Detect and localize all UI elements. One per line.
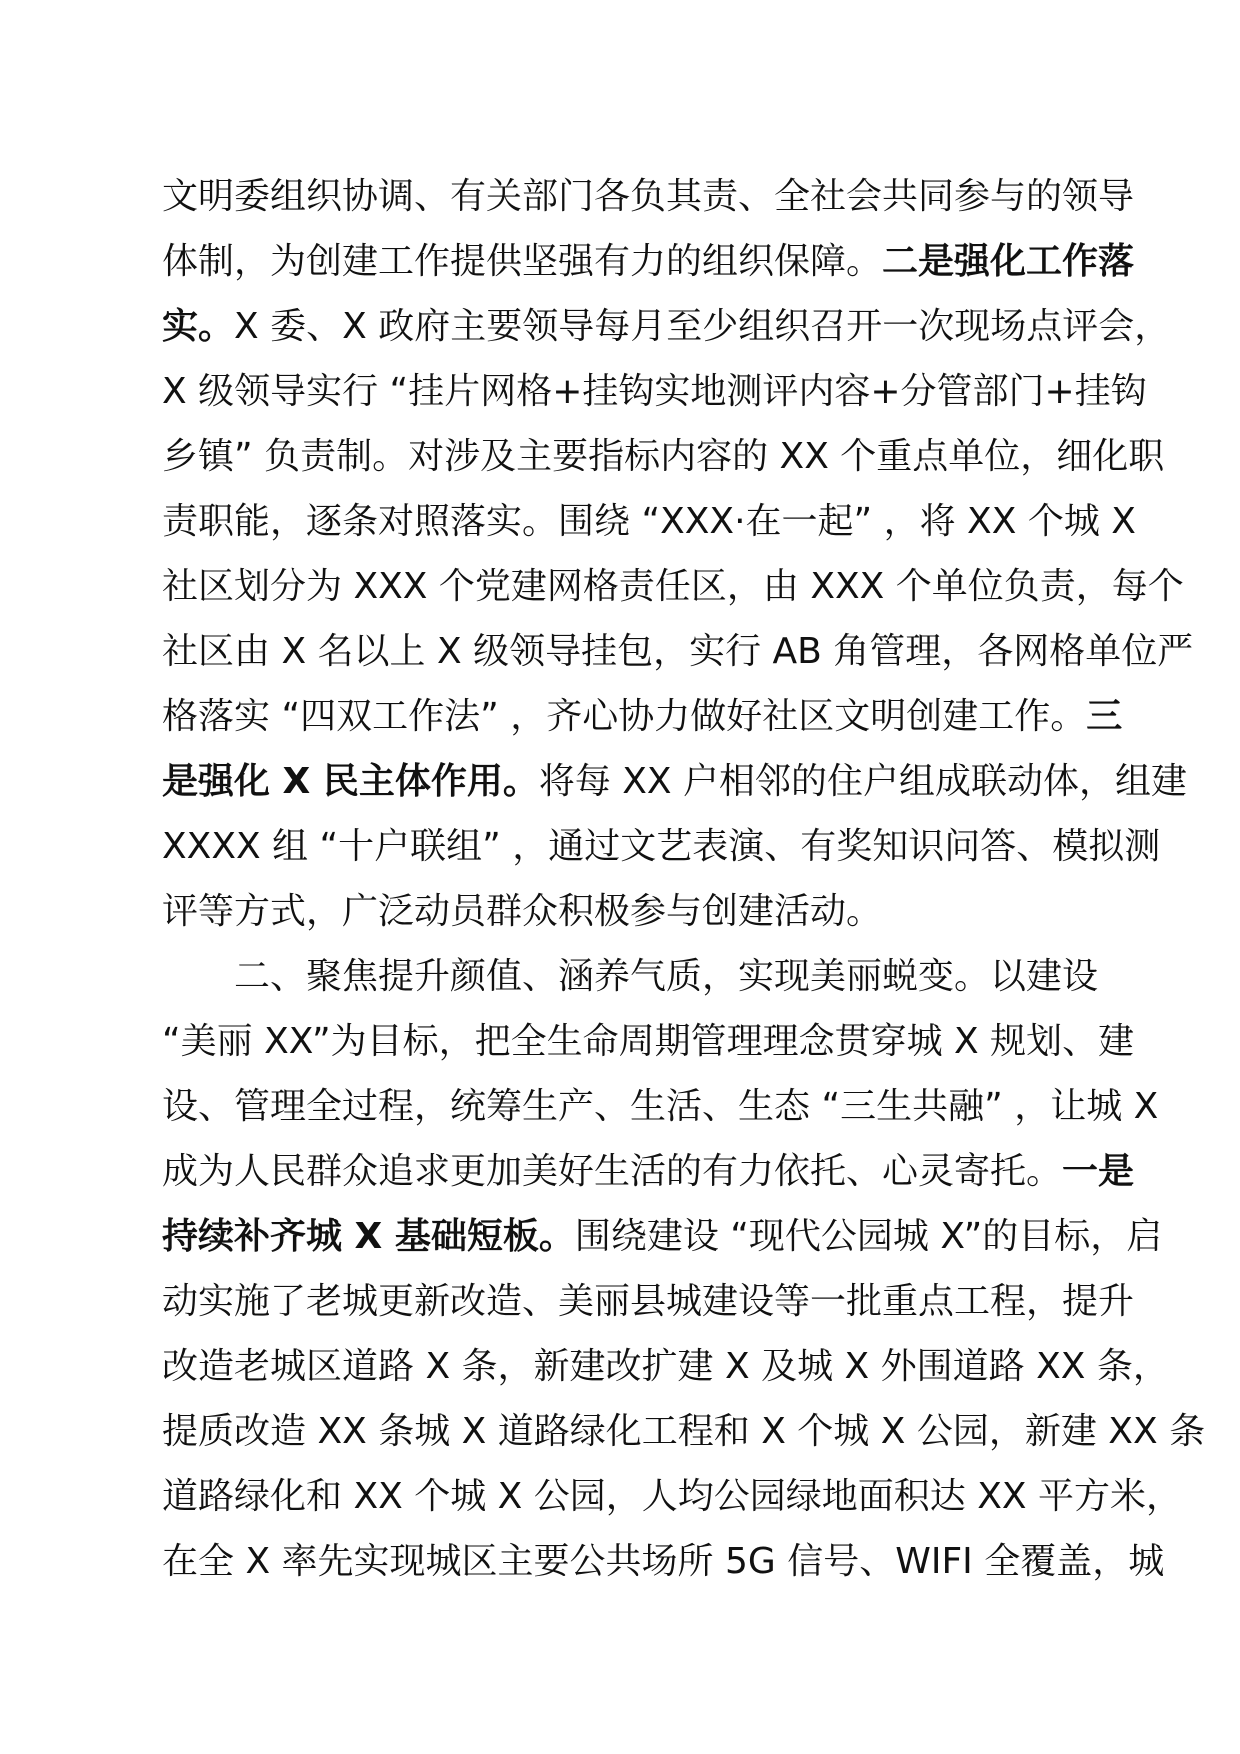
text-run: 乡镇” 负责制。对涉及主要指标内容的 XX 个重点单位，细化职 — [162, 436, 1165, 477]
text-line — [162, 1464, 1182, 1529]
bold-heading-run: 一是 — [1062, 1151, 1135, 1192]
bold-heading-run: 是强化 X 民主体作用。 — [162, 761, 539, 802]
body-text — [162, 164, 1206, 1594]
text-line — [162, 619, 1194, 684]
text-line — [162, 879, 1092, 944]
text-run: 体制，为创建工作提供坚强有力的组织保障。 — [162, 241, 883, 282]
text-line — [162, 1139, 1135, 1204]
text-line — [162, 164, 1135, 229]
bold-heading-run: 二是强化工作落 — [882, 241, 1135, 282]
bold-heading-run: 实。 — [162, 306, 235, 347]
text-line — [162, 1074, 1159, 1139]
text-run: 围绕建设 “现代公园城 X”的目标，启 — [574, 1216, 1163, 1257]
text-run: 将每 XX 户相邻的住户组成联动体，组建 — [538, 761, 1188, 802]
text-line — [162, 229, 1135, 294]
text-run: 动实施了老城更新改造、美丽县城建设等一批重点工程，提升 — [162, 1281, 1135, 1322]
text-run: 评等方式，广泛动员群众积极参与创建活动。 — [162, 891, 883, 932]
text-run: “美丽 XX”为目标，把全生命周期管理理念贯穿城 X 规划、建 — [162, 1021, 1135, 1062]
text-run: 社区由 X 名以上 X 级领导挂包，实行 AB 角管理，各网格单位严 — [162, 631, 1194, 672]
text-line — [162, 1399, 1206, 1464]
text-run: 提质改造 XX 条城 X 道路绿化工程和 X 个城 X 公园，新建 XX 条 — [162, 1411, 1206, 1452]
text-line — [162, 424, 1165, 489]
text-line — [162, 749, 1188, 814]
text-line — [162, 814, 1161, 879]
text-run: 责职能，逐条对照落实。围绕 “XXX·在一起” ，将 XX 个城 X — [162, 501, 1136, 542]
text-run: 格落实 “四双工作法” ，齐心协力做好社区文明创建工作。 — [162, 696, 1087, 737]
text-run: 在全 X 率先实现城区主要公共场所 5G 信号、WIFI 全覆盖，城 — [162, 1541, 1165, 1582]
text-run: 设、管理全过程，统筹生产、生活、生态 “三生共融” ，让城 X — [162, 1086, 1159, 1127]
paragraph-1 — [162, 164, 1194, 944]
text-line — [162, 1269, 1135, 1334]
text-line — [162, 359, 1147, 424]
bold-heading-run: 持续补齐城 X 基础短板。 — [162, 1216, 575, 1257]
text-run: 文明委组织协调、有关部门各负其责、全社会共同参与的领导 — [162, 176, 1135, 217]
text-run: 二、聚焦提升颜值、涵养气质，实现美丽蜕变。以建设 — [234, 956, 1099, 997]
text-run: 成为人民群众追求更加美好生活的有力依托、心灵寄托。 — [162, 1151, 1063, 1192]
text-run: 社区划分为 XXX 个党建网格责任区，由 XXX 个单位负责，每个 — [162, 566, 1184, 607]
text-line — [162, 554, 1184, 619]
text-line — [162, 684, 1123, 749]
text-run: X 委、X 政府主要领导每月至少组织召开一次现场点评会， — [234, 306, 1171, 347]
text-run: 改造老城区道路 X 条，新建改扩建 X 及城 X 外围道路 XX 条， — [162, 1346, 1169, 1387]
text-line — [162, 294, 1171, 359]
text-line — [162, 1204, 1163, 1269]
bold-heading-run: 三 — [1086, 696, 1123, 737]
text-run: XXXX 组 “十户联组” ，通过文艺表演、有奖知识问答、模拟测 — [162, 826, 1161, 867]
text-line — [162, 1009, 1135, 1074]
text-run: 道路绿化和 XX 个城 X 公园，人均公园绿地面积达 XX 平方米， — [162, 1476, 1182, 1517]
paragraph-2 — [162, 944, 1206, 1594]
text-line — [162, 944, 1099, 1009]
text-line — [162, 1529, 1165, 1594]
text-line — [162, 1334, 1169, 1399]
text-run: X 级领导实行 “挂片网格+挂钩实地测评内容+分管部门+挂钩 — [162, 371, 1147, 412]
text-line — [162, 489, 1136, 554]
